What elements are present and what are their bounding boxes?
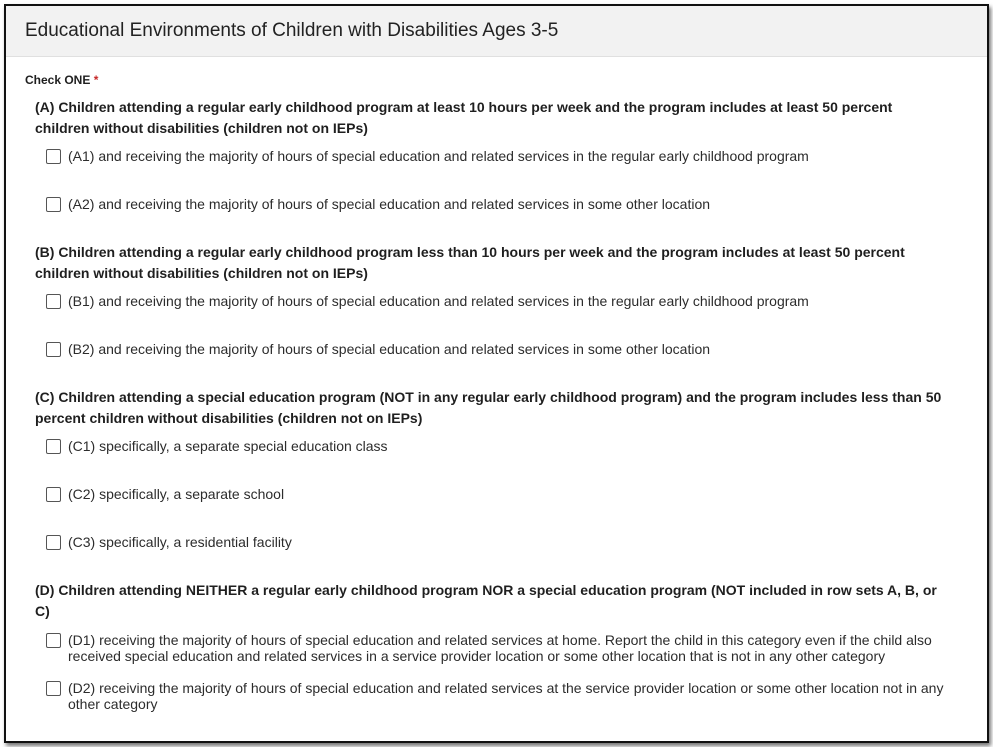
option-a2[interactable] <box>46 196 947 212</box>
option-b1-checkbox[interactable] <box>46 294 61 309</box>
option-c3-label: (C3) specifically, a residential facility <box>68 534 292 550</box>
option-b1-label: (B1) and receiving the majority of hours of special education and related services in the regular early childhood program <box>68 293 809 309</box>
option-c2[interactable] <box>46 486 947 502</box>
option-d2-checkbox[interactable] <box>46 681 61 696</box>
option-a2-label: (A2) and receiving the majority of hours of special education and related services in some other location <box>68 196 711 212</box>
option-c1-label: (C1) specifically, a separate special education class <box>68 438 388 454</box>
option-a2-checkbox[interactable] <box>46 197 61 212</box>
option-c1[interactable] <box>46 438 947 454</box>
option-c2-label: (C2) specifically, a separate school <box>68 486 285 502</box>
group-heading-b: (B) Children attending a regular early childhood program less than 10 hours per week and the program includes at least 50 percent children without disabilities (children not on IEPs) <box>35 244 905 281</box>
option-c3-checkbox[interactable] <box>46 535 61 550</box>
option-d2[interactable] <box>46 680 947 712</box>
option-c1-checkbox[interactable] <box>46 439 61 454</box>
required-marker: * <box>93 73 99 87</box>
option-c3[interactable] <box>46 534 947 550</box>
panel-title: Educational Environments of Children with Disabilities Ages 3-5 <box>25 20 559 41</box>
option-d1[interactable] <box>46 632 947 664</box>
option-a1-checkbox[interactable] <box>46 149 61 164</box>
form-panel <box>4 4 989 743</box>
option-b2-checkbox[interactable] <box>46 342 61 357</box>
option-d1-checkbox[interactable] <box>46 633 61 648</box>
check-one-label: Check ONE * <box>25 73 99 87</box>
option-c2-checkbox[interactable] <box>46 487 61 502</box>
group-heading-d: (D) Children attending NEITHER a regular early childhood program NOR a special education program (NOT included in row sets A, B, or C) <box>35 582 937 619</box>
option-b2-label: (B2) and receiving the majority of hours of special education and related services in some other location <box>68 341 711 357</box>
option-a1-label: (A1) and receiving the majority of hours of special education and related services in the regular early childhood program <box>68 148 809 164</box>
panel-header <box>6 6 987 57</box>
option-b1[interactable] <box>46 293 947 309</box>
option-d2-label: (D2) receiving the majority of hours of special education and related services at the service provider location or some other location not in any other category <box>68 680 944 712</box>
group-heading-a: (A) Children attending a regular early childhood program at least 10 hours per week and the program includes at least 50 percent children without disabilities (children not on IEPs) <box>35 99 893 136</box>
option-a1[interactable] <box>46 148 947 164</box>
option-b2[interactable] <box>46 341 947 357</box>
group-heading-c: (C) Children attending a special education program (NOT in any regular early childhood program) and the program includes less than 50 percent children without disabilities (children not on IEPs) <box>35 389 942 426</box>
option-d1-label: (D1) receiving the majority of hours of special education and related services at home. Report the child in this category even if the child also received special education and related services in a service provider location or some other location that is not in any other category <box>68 632 932 664</box>
form-content <box>6 57 987 712</box>
